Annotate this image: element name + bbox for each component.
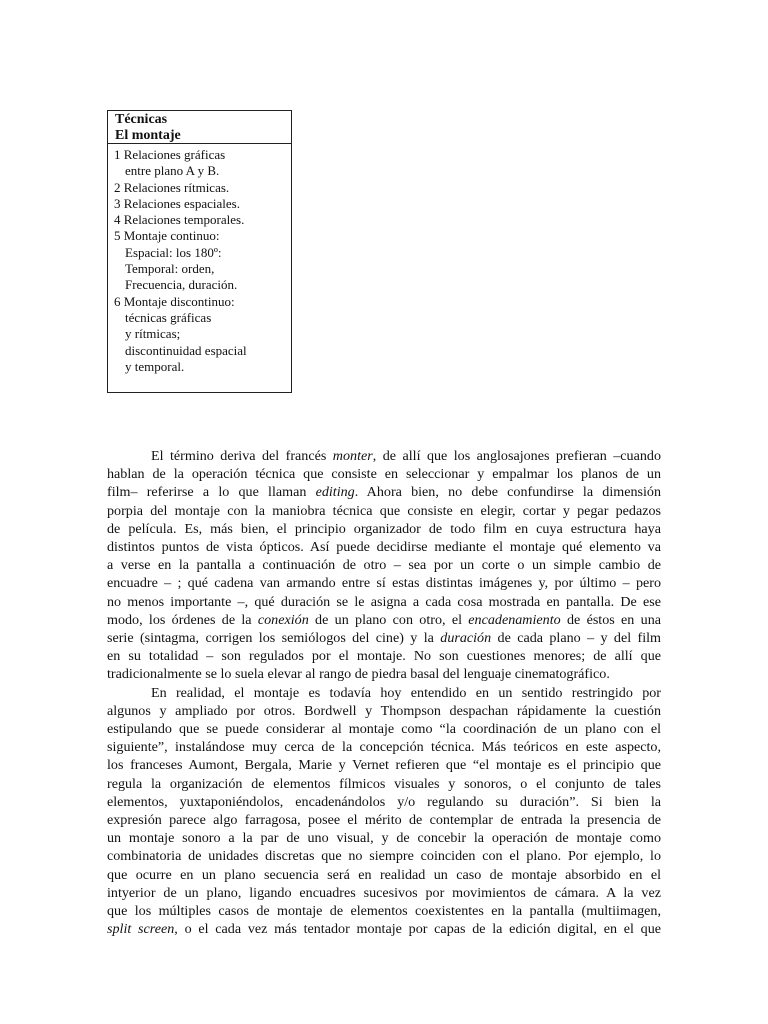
text-line: que ocurre en un plano secuencia será en realidad un caso de montaje absorbido en el (107, 866, 661, 883)
techniques-list (108, 144, 291, 375)
text-line: film– referirse a lo que llaman editing. Ahora bien, no debe confundirse la dimensión (107, 484, 661, 501)
text-line: tradicionalmente se lo suela elevar al rango de piedra basal del lenguaje cinematográfico. (107, 666, 610, 683)
text-line: los franceses Aumont, Bergala, Marie y Vernet refieren que “el montaje es el principio que (107, 757, 661, 774)
text-line: porpia del montaje con la maniobra técnica que consiste en elegir, cortar y pegar pedazos (107, 502, 661, 519)
list-item: técnicas gráficas (125, 309, 212, 325)
list-item: y rítmicas; (125, 326, 181, 342)
paragraph (107, 447, 661, 684)
list-item: 2 Relaciones rítmicas. (114, 179, 230, 195)
list-item: 3 Relaciones espaciales. (114, 195, 240, 211)
text-line: intyerior de un plano, ligando encuadres sucesivos por movimientos de cámara. A la vez (107, 884, 661, 901)
text-line: modo, los órdenes de la conexión de un plano con otro, el encadenamiento de éstos en una (107, 611, 662, 628)
text-line: no menos importante –, qué duración se le asigna a cada cosa mostrada en pantalla. De ese (107, 593, 661, 610)
text-line: un montaje sonoro a la par de uno visual, y de concebir la operación de montaje como (107, 830, 661, 847)
list-item: entre plano A y B. (125, 163, 220, 179)
techniques-box (107, 110, 292, 393)
list-item: y temporal. (125, 358, 185, 374)
text-line: estipulando que se puede considerar al montaje como “la coordinación de un plano con el (107, 721, 661, 738)
text-line: distintos puntos de vista ópticos. Así puede decidirse mediante el montaje qué elemento va (107, 539, 661, 556)
text-line: a verse en la pantalla a continuación de otro – sea por un corte o un simple cambio de (107, 557, 661, 574)
box-title: Técnicas (115, 112, 168, 127)
box-subtitle: El montaje (115, 128, 181, 143)
paragraph (107, 684, 661, 939)
list-item: discontinuidad espacial (125, 342, 247, 358)
box-header (108, 111, 291, 144)
list-item: 5 Montaje continuo: (114, 228, 220, 244)
text-line: hablan de la operación técnica que consiste en seleccionar y empalmar los planos de un (107, 466, 661, 483)
text-line: serie (sintagma, corrigen los semiólogos del cine) y la duración de cada plano – y del film (107, 630, 661, 647)
text-line: combinatoria de unidades discretas que no siempre coinciden con el plano. Por ejemplo, lo (107, 848, 661, 865)
text-line: En realidad, el montaje es todavía hoy entendido en un sentido restringido por (151, 684, 661, 701)
text-line: de película. Es, más bien, el principio organizador de todo film en cuya estructura haya (107, 520, 661, 537)
body-text (107, 447, 661, 938)
text-line: elementos, yuxtaponiéndolos, encadenándolos y/o regulando su duración”. Si bien la (107, 793, 661, 810)
text-line: expresión parece algo farragosa, posee el mérito de contemplar de entrada la presencia de (107, 812, 661, 829)
list-item: 6 Montaje discontinuo: (114, 293, 235, 309)
list-item: 1 Relaciones gráficas (114, 147, 226, 162)
text-line: split screen, o el cada vez más tentador montaje por capas de la edición digital, en el que (107, 921, 662, 938)
text-line: en su totalidad – son regulados por el montaje. No son cuestiones menores; de allí que (107, 648, 661, 665)
text-line: encuadre – ; qué cadena van armando entre sí estas distintas imágenes y, por último – pero (107, 575, 661, 592)
list-item: Frecuencia, duración. (125, 277, 238, 293)
list-item: Temporal: orden, (125, 261, 215, 277)
text-line: que los múltiples casos de montaje de elementos coexistentes en la pantalla (multiimagen, (107, 903, 661, 920)
text-line: regula la organización de elementos fílmicos visuales y sonoros, o el conjunto de tales (107, 775, 661, 792)
list-item: Espacial: los 180º: (125, 244, 222, 260)
text-line: algunos y ampliado por otros. Bordwell y Thompson despachan rápidamente la cuestión (107, 702, 661, 719)
text-line: El término deriva del francés monter, de allí que los anglosajones prefieran –cuando (151, 448, 661, 464)
text-line: siguiente”, instalándose muy cerca de la concepción técnica. Más teóricos en este aspecto, (107, 739, 661, 756)
list-item: 4 Relaciones temporales. (114, 212, 245, 228)
